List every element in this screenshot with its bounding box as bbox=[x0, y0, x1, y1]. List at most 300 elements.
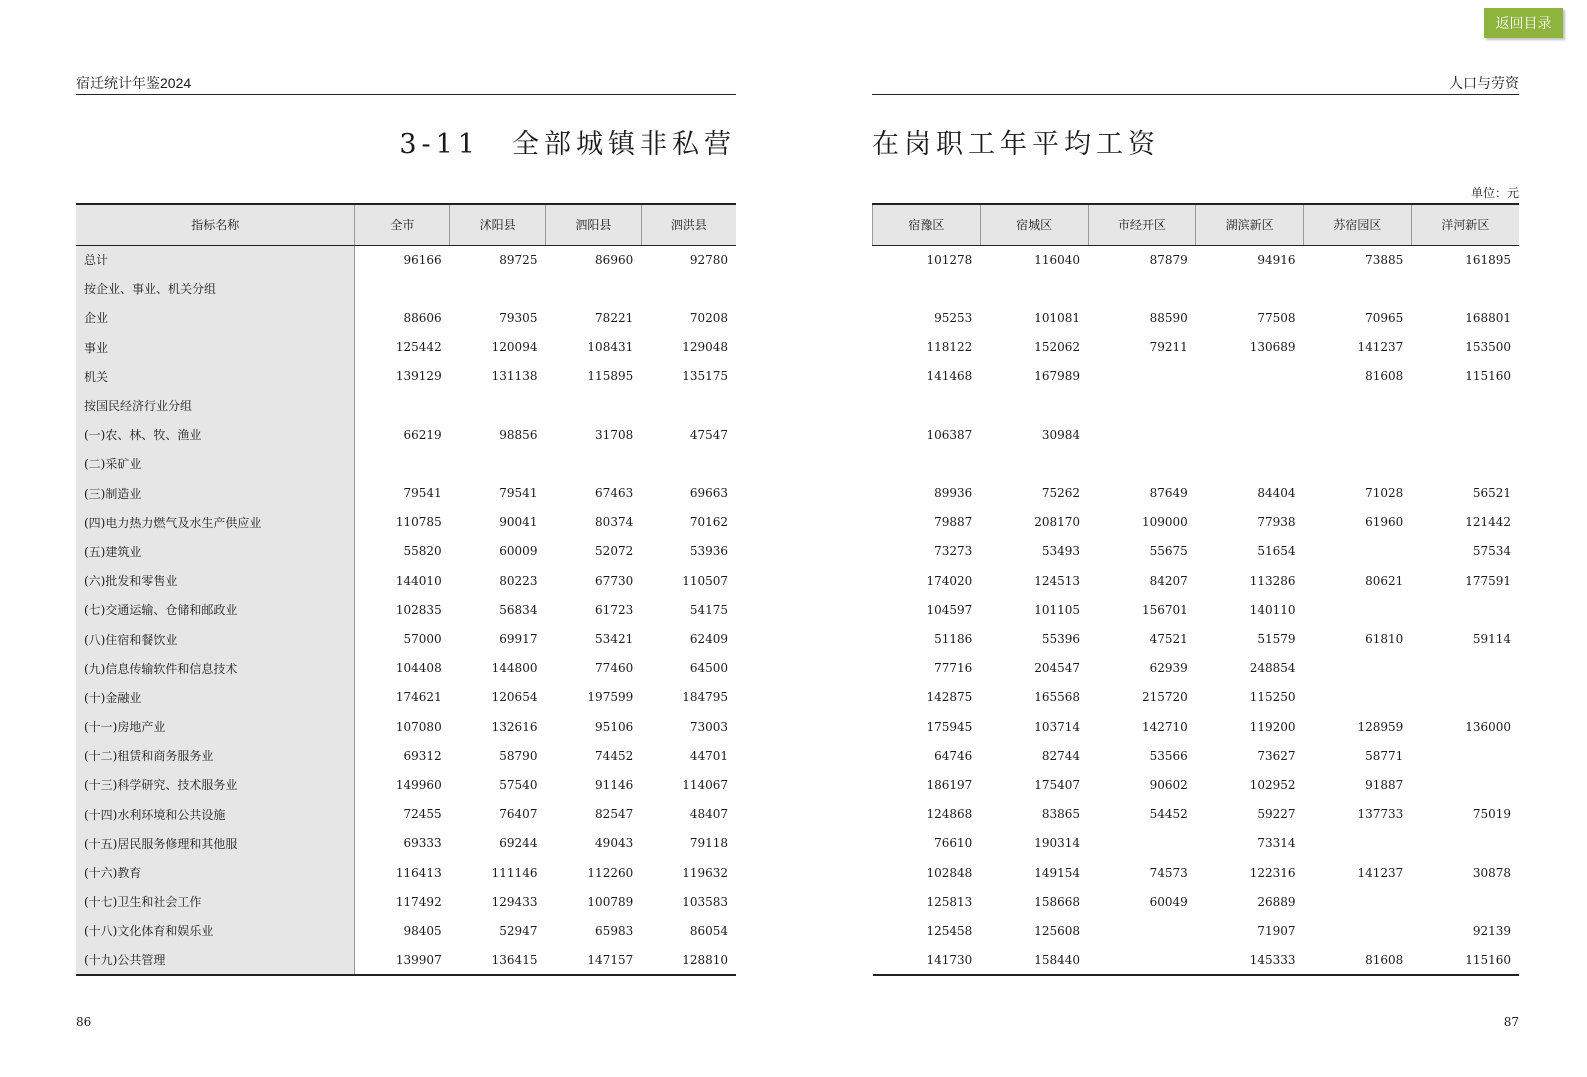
table-cell: 71907 bbox=[1257, 923, 1296, 938]
column-header: 泗阳县 bbox=[545, 204, 641, 245]
table-cell: 69244 bbox=[499, 836, 538, 851]
table-cell bbox=[545, 274, 641, 303]
table-row bbox=[873, 916, 1520, 945]
table-cell bbox=[1411, 420, 1519, 449]
table-cell: 30878 bbox=[1472, 865, 1511, 880]
table-row bbox=[873, 654, 1520, 683]
table-row bbox=[873, 362, 1520, 391]
table-cell: 73627 bbox=[1257, 748, 1296, 763]
table-cell: 104597 bbox=[926, 602, 973, 617]
table-cell bbox=[1088, 274, 1196, 303]
table-cell: 125813 bbox=[926, 894, 973, 909]
table-cell: 70965 bbox=[1365, 310, 1404, 325]
table-cell bbox=[545, 391, 641, 420]
table-cell: 124868 bbox=[926, 807, 973, 822]
table-title-part-1: 3-11 全部城镇非私营 bbox=[399, 129, 736, 160]
table-cell: 215720 bbox=[1141, 690, 1188, 705]
table-cell bbox=[1304, 391, 1412, 420]
table-cell: 125608 bbox=[1034, 923, 1080, 938]
table-cell: 30984 bbox=[1041, 427, 1080, 442]
table-cell: 75019 bbox=[1472, 807, 1511, 822]
table-cell: 80374 bbox=[595, 515, 634, 530]
table-cell: 90602 bbox=[1149, 777, 1188, 792]
table-cell bbox=[1411, 654, 1519, 683]
running-head-left: 宿迁统计年鉴2024 bbox=[76, 74, 736, 95]
table-cell: 57540 bbox=[499, 777, 538, 792]
table-cell bbox=[1304, 595, 1412, 624]
table-cell: 89936 bbox=[934, 486, 973, 501]
table-row bbox=[76, 829, 736, 858]
table-row bbox=[76, 333, 736, 362]
table-cell: 56834 bbox=[499, 602, 538, 617]
table-cell: 145333 bbox=[1196, 946, 1304, 975]
table-cell: 130689 bbox=[1249, 340, 1296, 355]
table-cell bbox=[1088, 449, 1196, 478]
table-cell: 44701 bbox=[689, 748, 728, 763]
table-cell: 87649 bbox=[1149, 486, 1188, 501]
table-cell: 125458 bbox=[926, 923, 973, 938]
table-cell: 115250 bbox=[1249, 690, 1296, 705]
table-cell: 136000 bbox=[1465, 719, 1511, 734]
table-cell: 113286 bbox=[1249, 573, 1296, 588]
table-row bbox=[873, 946, 1520, 975]
table-cell: 101081 bbox=[1034, 310, 1080, 325]
table-cell: 112260 bbox=[587, 865, 634, 880]
table-cell: 144800 bbox=[491, 661, 538, 676]
table-row bbox=[76, 654, 736, 683]
table-cell: 91887 bbox=[1365, 777, 1404, 792]
table-cell: 121442 bbox=[1465, 515, 1511, 530]
table-row bbox=[76, 800, 736, 829]
table-cell: 31708 bbox=[595, 427, 634, 442]
table-cell: 103714 bbox=[1034, 719, 1080, 734]
table-cell: 76407 bbox=[499, 807, 538, 822]
table-cell: 129433 bbox=[491, 894, 538, 909]
table-cell bbox=[1304, 829, 1412, 858]
table-cell: 73003 bbox=[689, 719, 728, 734]
table-cell: 54175 bbox=[689, 602, 728, 617]
table-cell: 116040 bbox=[1034, 252, 1080, 267]
unit-label: 单位：元 bbox=[1470, 186, 1519, 200]
page-number-left: 86 bbox=[76, 1015, 92, 1029]
table-cell: 74452 bbox=[595, 748, 634, 763]
row-label: (二)采矿业 bbox=[76, 449, 355, 478]
table-cell bbox=[545, 449, 641, 478]
table-row bbox=[76, 916, 736, 945]
table-cell: 51654 bbox=[1257, 544, 1296, 559]
table-cell: 53566 bbox=[1149, 748, 1188, 763]
table-cell: 98405 bbox=[403, 923, 442, 938]
table-row bbox=[873, 683, 1520, 712]
table-cell: 208170 bbox=[1034, 515, 1080, 530]
table-cell: 62939 bbox=[1149, 661, 1188, 676]
table-cell: 67463 bbox=[595, 486, 634, 501]
table-cell: 103583 bbox=[682, 894, 728, 909]
table-cell: 158668 bbox=[1034, 894, 1080, 909]
table-cell: 58790 bbox=[499, 748, 538, 763]
table-cell bbox=[1196, 420, 1304, 449]
table-cell: 84207 bbox=[1149, 573, 1188, 588]
table-cell: 69312 bbox=[403, 748, 442, 763]
table-cell: 59227 bbox=[1257, 807, 1296, 822]
table-row bbox=[76, 770, 736, 799]
table-cell: 131138 bbox=[491, 369, 538, 384]
table-cell: 53936 bbox=[689, 544, 728, 559]
table-row bbox=[873, 479, 1520, 508]
table-cell: 53493 bbox=[1041, 544, 1080, 559]
table-cell: 167989 bbox=[1034, 369, 1080, 384]
table-cell: 66219 bbox=[403, 427, 442, 442]
table-cell: 53421 bbox=[595, 632, 634, 647]
row-label: (五)建筑业 bbox=[76, 537, 355, 566]
running-head-right: 人口与劳资 bbox=[872, 74, 1519, 95]
table-cell: 149960 bbox=[395, 777, 442, 792]
row-label: (十九)公共管理 bbox=[76, 946, 355, 975]
table-cell: 73273 bbox=[934, 544, 973, 559]
table-cell: 79541 bbox=[403, 486, 442, 501]
table-cell: 78221 bbox=[595, 310, 634, 325]
table-cell: 101278 bbox=[926, 252, 973, 267]
table-cell bbox=[1411, 274, 1519, 303]
table-cell: 109000 bbox=[1141, 515, 1188, 530]
row-label: (八)住宿和餐饮业 bbox=[76, 624, 355, 653]
table-cell bbox=[1304, 449, 1412, 478]
table-cell: 79887 bbox=[934, 515, 973, 530]
table-cell: 88606 bbox=[403, 310, 442, 325]
table-cell: 88590 bbox=[1149, 310, 1188, 325]
row-label: (十一)房地产业 bbox=[76, 712, 355, 741]
row-label: (九)信息传输软件和信息技术 bbox=[76, 654, 355, 683]
table-cell: 58771 bbox=[1365, 748, 1404, 763]
table-cell bbox=[1088, 916, 1196, 945]
table-row bbox=[76, 391, 736, 420]
table-cell bbox=[1304, 916, 1412, 945]
table-row bbox=[76, 946, 736, 975]
table-row bbox=[873, 566, 1520, 595]
table-cell bbox=[980, 274, 1088, 303]
table-cell: 128959 bbox=[1357, 719, 1404, 734]
row-label: 按国民经济行业分组 bbox=[76, 391, 355, 420]
table-row bbox=[76, 479, 736, 508]
table-cell: 80223 bbox=[499, 573, 538, 588]
table-cell: 119632 bbox=[682, 865, 728, 880]
table-cell: 75262 bbox=[1041, 486, 1080, 501]
row-label: (十四)水利环境和公共设施 bbox=[76, 800, 355, 829]
table-cell: 56521 bbox=[1472, 486, 1511, 501]
table-cell: 95253 bbox=[934, 310, 973, 325]
table-row bbox=[873, 537, 1520, 566]
table-cell: 102835 bbox=[395, 602, 442, 617]
table-cell bbox=[1411, 391, 1519, 420]
table-cell bbox=[450, 391, 546, 420]
column-header: 湖滨新区 bbox=[1196, 204, 1304, 245]
table-row bbox=[76, 712, 736, 741]
table-cell bbox=[980, 449, 1088, 478]
table-cell: 175945 bbox=[926, 719, 973, 734]
table-cell: 60009 bbox=[499, 544, 538, 559]
row-label: 总计 bbox=[76, 245, 355, 274]
table-cell: 125442 bbox=[395, 340, 442, 355]
table-cell bbox=[873, 274, 981, 303]
table-cell bbox=[355, 449, 450, 478]
table-row bbox=[76, 537, 736, 566]
table-cell: 87879 bbox=[1149, 252, 1188, 267]
back-to-contents-button[interactable]: 返回目录 bbox=[1484, 8, 1563, 38]
table-cell bbox=[641, 274, 736, 303]
table-cell bbox=[1304, 654, 1412, 683]
table-cell: 26889 bbox=[1257, 894, 1296, 909]
table-cell: 147157 bbox=[545, 946, 641, 975]
table-cell: 142875 bbox=[926, 690, 973, 705]
table-cell: 57000 bbox=[403, 632, 442, 647]
table-cell: 86960 bbox=[595, 252, 634, 267]
table-cell: 72455 bbox=[403, 807, 442, 822]
table-cell bbox=[1196, 362, 1304, 391]
table-cell: 107080 bbox=[395, 719, 442, 734]
table-cell: 61723 bbox=[595, 602, 634, 617]
table-cell: 60049 bbox=[1149, 894, 1188, 909]
table-cell: 69663 bbox=[689, 486, 728, 501]
table-row bbox=[76, 595, 736, 624]
table-cell: 49043 bbox=[595, 836, 634, 851]
table-cell: 77460 bbox=[595, 661, 634, 676]
table-cell: 73885 bbox=[1365, 252, 1404, 267]
table-cell: 135175 bbox=[682, 369, 728, 384]
table-cell: 54452 bbox=[1149, 807, 1188, 822]
table-cell: 153500 bbox=[1465, 340, 1511, 355]
table-cell: 47521 bbox=[1149, 632, 1188, 647]
table-cell: 161895 bbox=[1465, 252, 1511, 267]
table-cell: 79118 bbox=[689, 836, 728, 851]
table-cell bbox=[1304, 887, 1412, 916]
table-cell: 94916 bbox=[1257, 252, 1296, 267]
table-cell: 52072 bbox=[595, 544, 634, 559]
table-row bbox=[76, 683, 736, 712]
column-header: 指标名称 bbox=[76, 204, 355, 245]
table-row bbox=[76, 887, 736, 916]
table-cell: 114067 bbox=[682, 777, 728, 792]
table-cell: 98856 bbox=[499, 427, 538, 442]
table-cell: 95106 bbox=[595, 719, 634, 734]
table-cell: 190314 bbox=[1034, 836, 1080, 851]
table-row bbox=[76, 245, 736, 274]
row-label: 机关 bbox=[76, 362, 355, 391]
table-row bbox=[873, 333, 1520, 362]
table-cell: 141468 bbox=[926, 369, 973, 384]
table-cell: 124513 bbox=[1034, 573, 1080, 588]
table-cell: 89725 bbox=[499, 252, 538, 267]
table-cell: 141237 bbox=[1357, 865, 1404, 880]
table-row bbox=[873, 508, 1520, 537]
table-cell: 92780 bbox=[689, 252, 728, 267]
table-cell bbox=[1196, 449, 1304, 478]
table-cell: 79541 bbox=[499, 486, 538, 501]
table-cell: 81608 bbox=[1365, 369, 1404, 384]
column-header: 苏宿园区 bbox=[1304, 204, 1412, 245]
table-cell: 79211 bbox=[1149, 340, 1188, 355]
table-row bbox=[76, 741, 736, 770]
table-row bbox=[873, 303, 1520, 332]
table-cell: 52947 bbox=[499, 923, 538, 938]
table-cell: 51186 bbox=[934, 632, 973, 647]
table-cell: 141730 bbox=[873, 946, 981, 975]
table-row bbox=[76, 303, 736, 332]
table-cell bbox=[1088, 829, 1196, 858]
row-label: (四)电力热力燃气及水生产供应业 bbox=[76, 508, 355, 537]
table-row bbox=[873, 624, 1520, 653]
table-cell: 132616 bbox=[491, 719, 538, 734]
table-cell bbox=[873, 449, 981, 478]
table-cell: 139129 bbox=[395, 369, 442, 384]
table-cell: 69333 bbox=[403, 836, 442, 851]
table-row bbox=[873, 770, 1520, 799]
row-label: (十二)租赁和商务服务业 bbox=[76, 741, 355, 770]
table-row bbox=[873, 391, 1520, 420]
table-row bbox=[873, 245, 1520, 274]
table-cell: 69917 bbox=[499, 632, 538, 647]
table-row bbox=[76, 858, 736, 887]
table-cell: 104408 bbox=[395, 661, 442, 676]
table-cell bbox=[355, 274, 450, 303]
table-cell: 116413 bbox=[395, 865, 442, 880]
table-cell: 141237 bbox=[1357, 340, 1404, 355]
table-cell: 77716 bbox=[934, 661, 973, 676]
table-cell: 197599 bbox=[587, 690, 634, 705]
table-cell: 96166 bbox=[403, 252, 442, 267]
table-cell bbox=[641, 449, 736, 478]
table-cell: 73314 bbox=[1257, 836, 1296, 851]
table-cell: 59114 bbox=[1472, 632, 1511, 647]
table-cell: 120094 bbox=[491, 340, 538, 355]
table-row bbox=[76, 420, 736, 449]
table-cell: 61960 bbox=[1365, 515, 1404, 530]
table-cell: 156701 bbox=[1141, 602, 1188, 617]
table-cell: 111146 bbox=[491, 865, 538, 880]
table-cell bbox=[1411, 683, 1519, 712]
table-cell: 106387 bbox=[926, 427, 973, 442]
table-cell bbox=[1411, 741, 1519, 770]
table-cell: 152062 bbox=[1034, 340, 1080, 355]
table-cell: 80621 bbox=[1365, 573, 1404, 588]
table-cell: 248854 bbox=[1249, 661, 1296, 676]
table-cell: 158440 bbox=[980, 946, 1088, 975]
table-cell: 174621 bbox=[395, 690, 442, 705]
table-row bbox=[76, 566, 736, 595]
row-label: (十七)卫生和社会工作 bbox=[76, 887, 355, 916]
table-cell: 90041 bbox=[499, 515, 538, 530]
row-label: (十)金融业 bbox=[76, 683, 355, 712]
table-cell: 64746 bbox=[934, 748, 973, 763]
table-cell: 174020 bbox=[926, 573, 973, 588]
table-cell: 175407 bbox=[1034, 777, 1080, 792]
left-page bbox=[76, 0, 736, 1077]
row-label: (一)农、林、牧、渔业 bbox=[76, 420, 355, 449]
table-row bbox=[76, 449, 736, 478]
table-cell: 82744 bbox=[1041, 748, 1080, 763]
table-cell: 118122 bbox=[926, 340, 973, 355]
table-cell: 76610 bbox=[934, 836, 973, 851]
table-cell bbox=[450, 449, 546, 478]
table-cell: 82547 bbox=[595, 807, 634, 822]
table-row bbox=[76, 362, 736, 391]
table-cell: 67730 bbox=[595, 573, 634, 588]
table-cell: 79305 bbox=[499, 310, 538, 325]
table-cell: 62409 bbox=[689, 632, 728, 647]
table-cell: 165568 bbox=[1034, 690, 1080, 705]
column-header: 泗洪县 bbox=[641, 204, 736, 245]
table-cell: 139907 bbox=[355, 946, 450, 975]
table-cell: 71028 bbox=[1365, 486, 1404, 501]
table-cell: 110507 bbox=[682, 573, 728, 588]
row-label: 事业 bbox=[76, 333, 355, 362]
table-cell: 57534 bbox=[1472, 544, 1511, 559]
table-row bbox=[873, 449, 1520, 478]
table-cell: 91146 bbox=[595, 777, 634, 792]
table-cell: 55820 bbox=[403, 544, 442, 559]
row-label: (十五)居民服务修理和其他服 bbox=[76, 829, 355, 858]
table-cell: 65983 bbox=[595, 923, 634, 938]
table-cell: 55675 bbox=[1149, 544, 1188, 559]
table-cell bbox=[1411, 595, 1519, 624]
table-cell: 120654 bbox=[491, 690, 538, 705]
table-cell bbox=[641, 391, 736, 420]
table-row bbox=[873, 741, 1520, 770]
table-cell: 64500 bbox=[689, 661, 728, 676]
column-header: 洋河新区 bbox=[1411, 204, 1519, 245]
column-header: 宿城区 bbox=[980, 204, 1088, 245]
row-label: (十八)文化体育和娱乐业 bbox=[76, 916, 355, 945]
table-cell: 177591 bbox=[1465, 573, 1511, 588]
table-cell: 92139 bbox=[1472, 923, 1511, 938]
table-cell bbox=[1088, 391, 1196, 420]
table-header-row bbox=[873, 204, 1520, 245]
table-row bbox=[873, 829, 1520, 858]
table-cell: 74573 bbox=[1149, 865, 1188, 880]
table-cell bbox=[1088, 362, 1196, 391]
table-cell: 61810 bbox=[1365, 632, 1404, 647]
table-cell: 128810 bbox=[641, 946, 736, 975]
row-label: 企业 bbox=[76, 303, 355, 332]
table-cell: 51579 bbox=[1257, 632, 1296, 647]
table-title-part-2: 在岗职工年平均工资 bbox=[872, 129, 1160, 160]
table-cell bbox=[1411, 829, 1519, 858]
table-row bbox=[76, 274, 736, 303]
table-cell bbox=[1304, 274, 1412, 303]
table-cell bbox=[1088, 946, 1196, 975]
table-cell bbox=[1088, 420, 1196, 449]
column-header: 宿豫区 bbox=[873, 204, 981, 245]
right-page bbox=[872, 0, 1519, 1077]
table-row bbox=[873, 712, 1520, 741]
row-label: (十三)科学研究、技术服务业 bbox=[76, 770, 355, 799]
table-cell: 48407 bbox=[689, 807, 728, 822]
column-header: 全市 bbox=[355, 204, 450, 245]
table-cell: 110785 bbox=[395, 515, 442, 530]
table-row bbox=[873, 858, 1520, 887]
table-row bbox=[76, 624, 736, 653]
table-cell: 83865 bbox=[1041, 807, 1080, 822]
table-cell: 102848 bbox=[926, 865, 973, 880]
row-label: (十六)教育 bbox=[76, 858, 355, 887]
table-cell bbox=[450, 274, 546, 303]
table-cell: 142710 bbox=[1141, 719, 1188, 734]
table-cell bbox=[1411, 887, 1519, 916]
table-cell bbox=[1304, 420, 1412, 449]
table-cell: 137733 bbox=[1357, 807, 1404, 822]
wage-table-left bbox=[76, 203, 736, 976]
table-cell: 168801 bbox=[1465, 310, 1511, 325]
table-cell: 108431 bbox=[587, 340, 634, 355]
